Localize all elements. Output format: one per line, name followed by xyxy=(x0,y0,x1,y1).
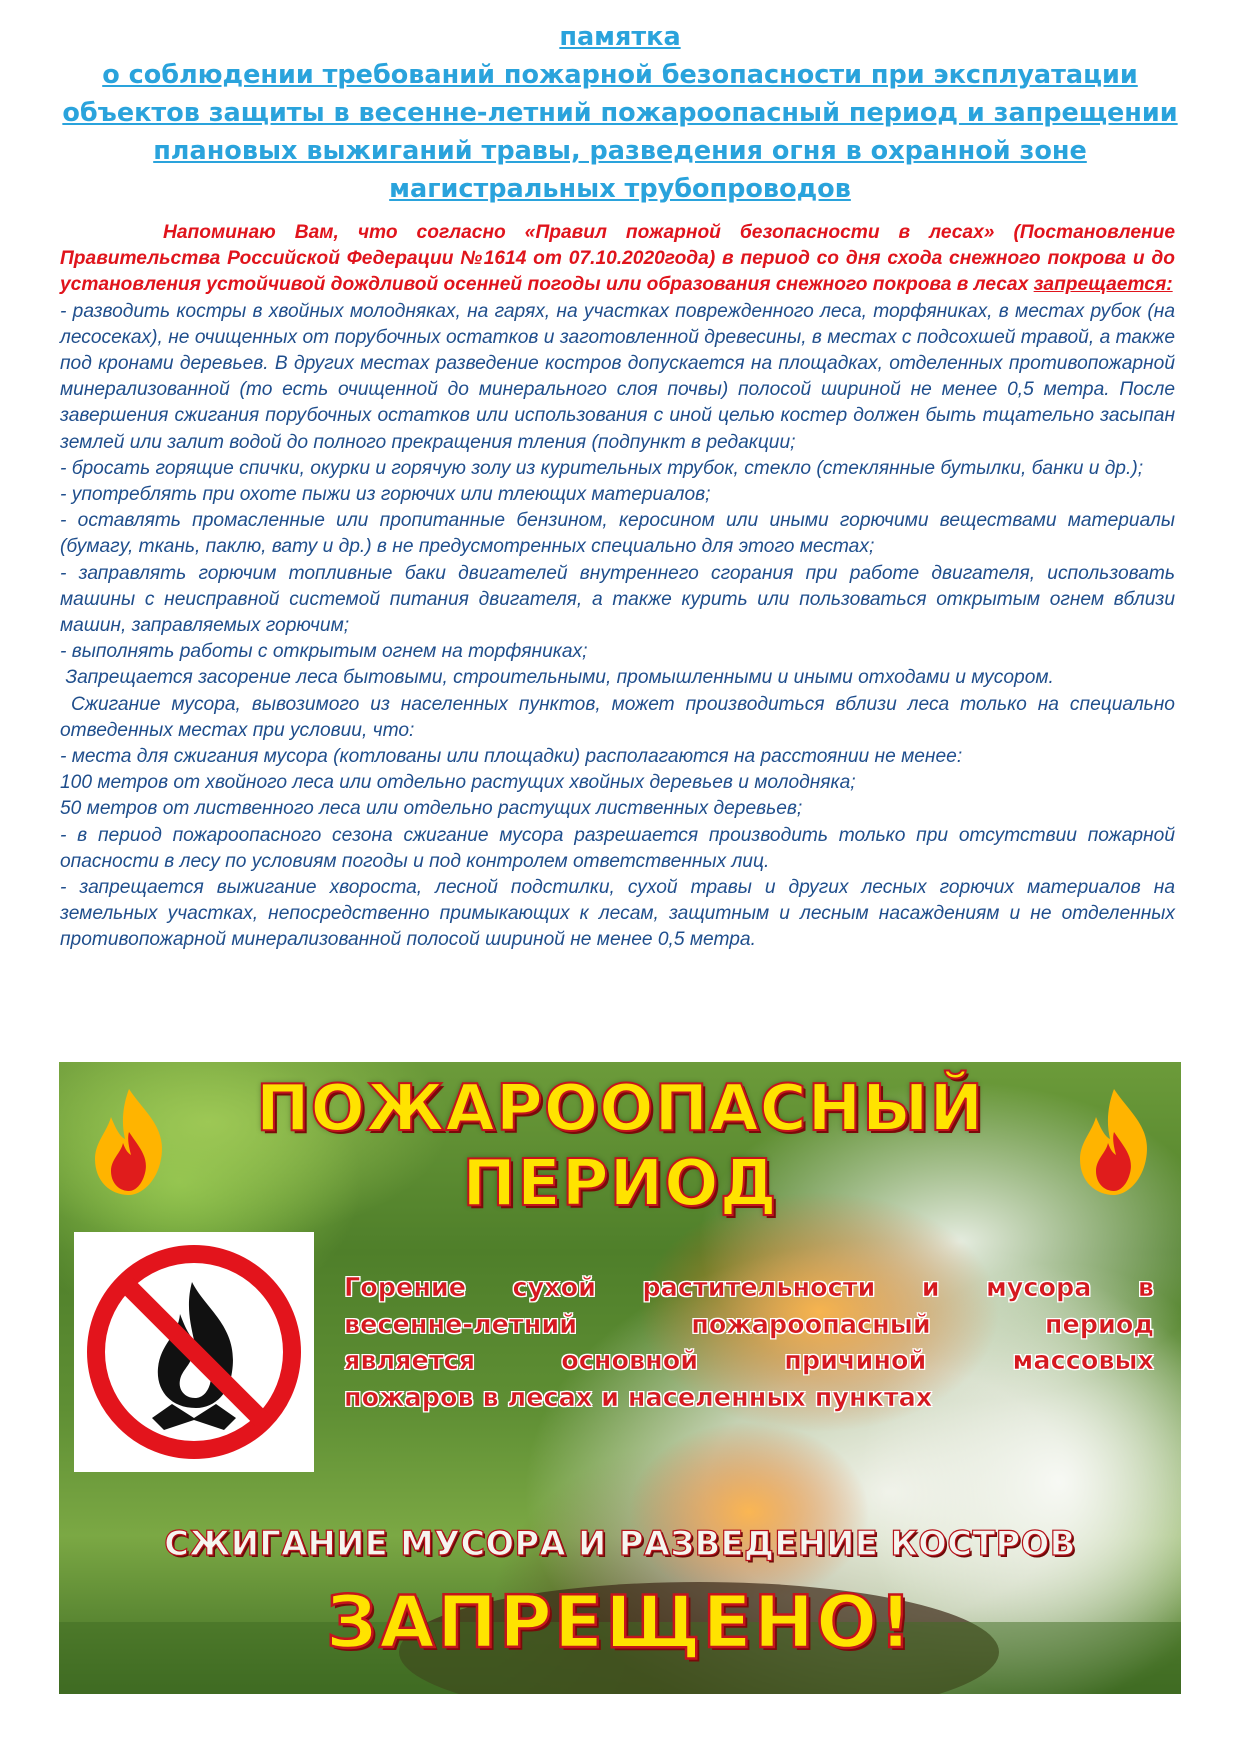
list-item: - выполнять работы с открытым огнем на торфяниках; xyxy=(60,641,588,663)
list-item: - разводить костры в хвойных молодняках, на гарях, на участках поврежденного леса, торфяниках, в местах рубок (на лесосеках), не очищенных от порубочных остатков и заготовленной древесины, в местах с подсохшей травой, а также под кронами деревьев. В других местах разведение костров допускается на площадках, отделенных противопожарной минерализованной (то есть очищенной до минерального слоя почвы) полосой шириной не менее 0,5 метра. После завершения сжигания порубочных остатков или использования с иной целью костер должен быть тщательно засыпан землей или залит водой до полного прекращения тления (подпункт в редакции; xyxy=(60,300,1175,453)
intro-paragraph xyxy=(60,220,1175,299)
poster-para-line: Горение сухой растительности и мусора в xyxy=(344,1273,1154,1303)
poster-heading-1: ПОЖАРООПАСНЫЙ xyxy=(255,1072,985,1146)
list-item: 100 метров от хвойного леса или отдельно растущих хвойных деревьев и молодняка; xyxy=(60,772,856,794)
intro-text: Напоминаю Вам, что согласно «Правил пожарной безопасности в лесах» (Постановление Правительства Российской Федерации №1614 от 07.10.2020года) в период со дня схода снежного покрова и до установления устойчивой дождливой осенней погоды или образования снежного покрова в лесах xyxy=(60,222,1175,296)
list-item: - в период пожароопасного сезона сжигание мусора разрешается производить только при отсутствии пожарной опасности в лесу по условиям погоды и под контролем ответственных лиц. xyxy=(60,824,1175,872)
list-item: - заправлять горючим топливные баки двигателей внутреннего сгорания при работе двигателя, использовать машины с неисправной системой питания двигателя, а также курить или пользоваться открытым огнем вблизи машин, заправляемых горючим; xyxy=(60,562,1175,637)
document-title xyxy=(60,18,1180,208)
title-line-5: магистральных трубопроводов xyxy=(389,174,851,204)
forbidden-label: запрещается: xyxy=(1033,274,1173,296)
no-fire-sign-icon xyxy=(74,1232,314,1472)
poster-heading-2: ПЕРИОД xyxy=(462,1147,778,1221)
poster-para-line: весенне-летний пожароопасный период xyxy=(344,1309,1154,1340)
poster-paragraph xyxy=(344,1270,1154,1416)
list-item: Сжигание мусора, вывозимого из населенных пунктов, может производиться вблизи леса только на специально отведенных местах при условии, что: xyxy=(60,693,1181,741)
title-line-3: объектов защиты в весенне-летний пожароопасный период и запрещении xyxy=(62,98,1178,128)
list-item: - употреблять при охоте пыжи из горючих или тлеющих материалов; xyxy=(60,484,711,506)
list-item: - бросать горящие спички, окурки и горячую золу из курительных трубок, стекло (стеклянные бутылки, банки и др.); xyxy=(60,457,1144,479)
poster-para-line: является основной причиной массовых xyxy=(344,1346,1154,1376)
list-item: - запрещается выжигание хвороста, лесной подстилки, сухой травы и других лесных горючих материалов на земельных участках, непосредственно примыкающих к лесам, защитным и лесным насаждениям и не отделенных противопожарной минерализованной полосой шириной не менее 0,5 метра. xyxy=(60,877,1175,951)
document-body xyxy=(60,220,1181,954)
list-item: - оставлять промасленные или пропитанные бензином, керосином или иными горючими веществами материалы (бумагу, ткань, паклю, вату и др.) в не предусмотренных специально для этого местах; xyxy=(60,510,1175,558)
list-item: - места для сжигания мусора (котлованы или площадки) располагаются на расстоянии не менее: xyxy=(60,746,963,768)
list-item: Запрещается засорение леса бытовыми, строительными, промышленными и иными отходами и мусором. xyxy=(60,667,1054,689)
poster-subheading: СЖИГАНИЕ МУСОРА И РАЗВЕДЕНИЕ КОСТРОВ xyxy=(164,1524,1076,1563)
list-item: 50 метров от лиственного леса или отдельно растущих лиственных деревьев; xyxy=(60,798,803,820)
fire-danger-poster xyxy=(59,1062,1181,1694)
poster-prohibited: ЗАПРЕЩЕНО! xyxy=(325,1580,915,1664)
title-line-4: плановых выжиганий травы, разведения огня в охранной зоне xyxy=(153,136,1087,166)
poster-para-line: пожаров в лесах и населенных пунктах xyxy=(344,1382,933,1413)
title-line-2: о соблюдении требований пожарной безопасности при эксплуатации xyxy=(102,60,1138,90)
title-line-1: памятка xyxy=(559,22,681,52)
